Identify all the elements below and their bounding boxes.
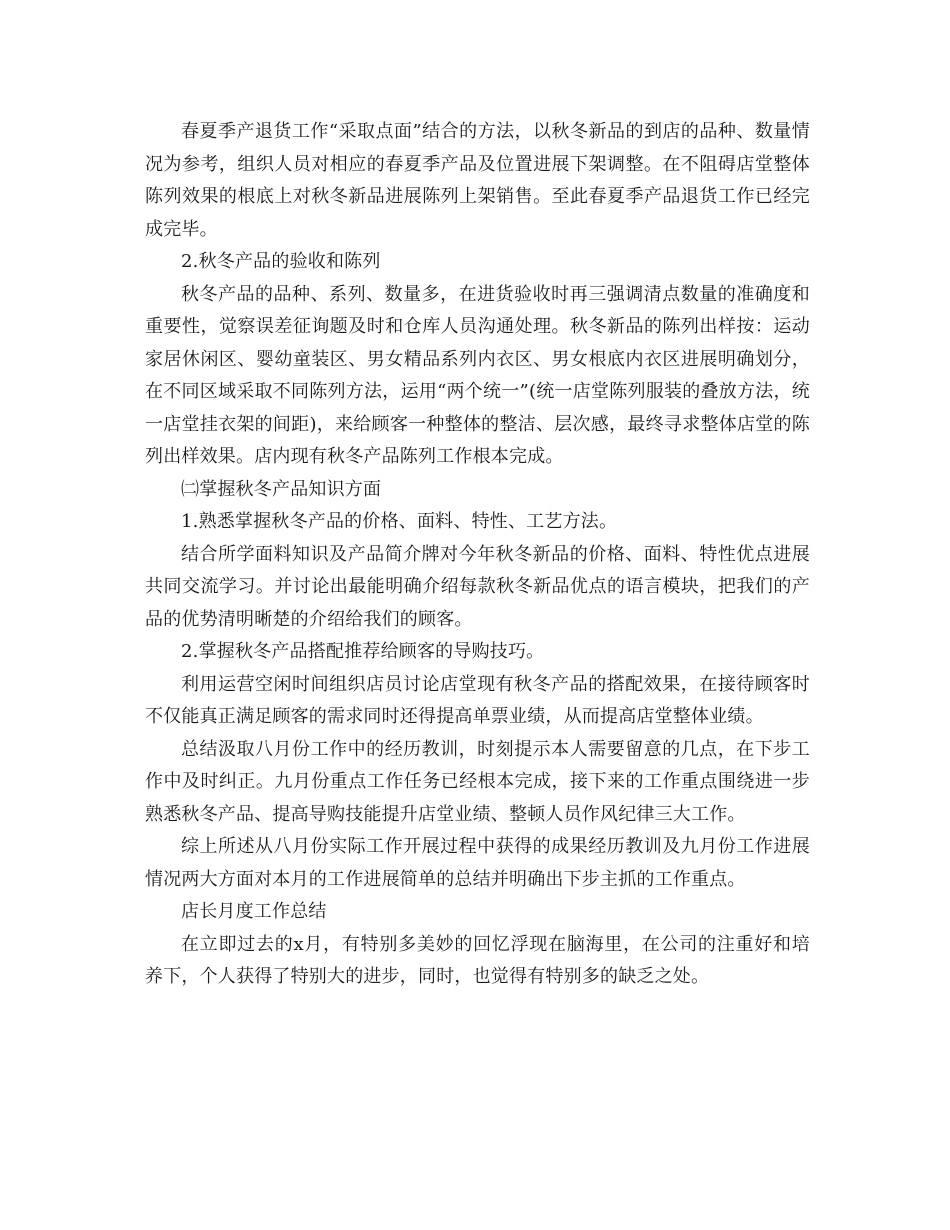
paragraph: 总结汲取八月份工作中的经历教训，时刻提示本人需要留意的几点，在下步工作中及时纠正。九月份重点工作任务已经根本完成，接下来的工作重点围绕进一步熟悉秋冬产品、提高导购技能提升店堂业绩、整顿人员作风纪律三大工作。 [145,738,810,825]
section-heading: 店长月度工作总结 [181,901,327,922]
paragraph: 综上所述从八月份实际工作开展过程中获得的成果经历教训及九月份工作进展情况两大方面对本月的工作进展简单的总结并明确出下步主抓的工作重点。 [145,836,810,890]
paragraph: 在立即过去的x月，有特别多美妙的回忆浮现在脑海里，在公司的注重好和培养下，个人获得了特别大的进步，同时，也觉得有特别多的缺乏之处。 [145,933,810,987]
paragraph: 利用运营空闲时间组织店员讨论店堂现有秋冬产品的搭配效果，在接待顾客时不仅能真正满足顾客的需求同时还得提高单票业绩，从而提高店堂整体业绩。 [145,673,810,727]
paragraph: 春夏季产退货工作“采取点面”结合的方法，以秋冬新品的到店的品种、数量情况为参考，组织人员对相应的春夏季产品及位置进展下架调整。在不阻碍店堂整体陈列效果的根底上对秋冬新品进展陈列上架销售。至此春夏季产品退货工作已经完成完毕。 [145,121,810,240]
section-heading: 1.熟悉掌握秋冬产品的价格、面料、特性、工艺方法。 [181,511,618,532]
paragraph: 结合所学面料知识及产品简介牌对今年秋冬新品的价格、面料、特性优点进展共同交流学习。并讨论出最能明确介绍每款秋冬新品优点的语言模块，把我们的产品的优势清明晰楚的介绍给我们的顾客。 [145,543,810,630]
section-heading: 2.掌握秋冬产品搭配推荐给顾客的导购技巧。 [181,641,545,662]
section-heading: ㈡掌握秋冬产品知识方面 [181,478,382,500]
document-body [145,116,810,994]
section-heading: 2.秋冬产品的验收和陈列 [181,251,381,272]
paragraph: 秋冬产品的品种、系列、数量多，在进货验收时再三强调清点数量的准确度和重要性，觉察误差征询题及时和仓库人员沟通处理。秋冬新品的陈列出样按：运动家居休闲区、婴幼童装区、男女精品系列内衣区、男女根底内衣区进展明确划分，在不同区域采取不同陈列方法，运用“两个统一”(统一店堂陈列服装的叠放方法，统一店堂挂衣架的间距)，来给顾客一种整体的整洁、层次感，最终寻求整体店堂的陈列出样效果。店内现有秋冬产品陈列工作根本完成。 [145,283,810,467]
